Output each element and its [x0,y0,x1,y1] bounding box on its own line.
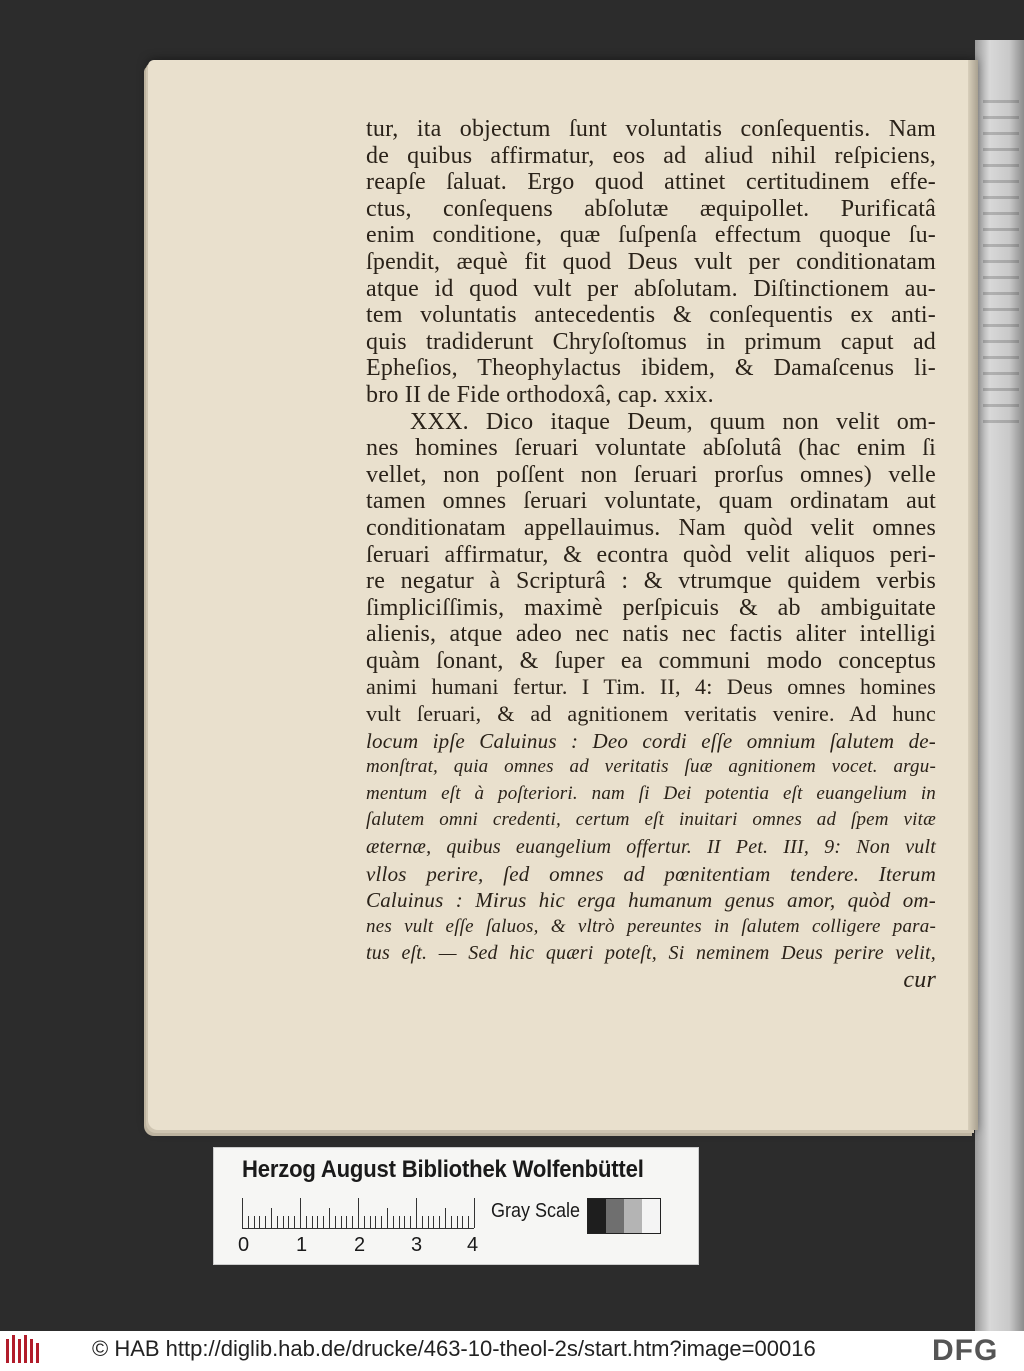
section-heading-line: XXX. Dico itaque Deum, quum non velit om- [410,408,936,435]
copyright-url: © HAB http://diglib.hab.de/drucke/463-10-theol-2s/start.htm?image=00016 [92,1336,816,1361]
ruler-tick [462,1216,463,1228]
ruler-tick [445,1208,446,1228]
text-line: reapſe ſaluat. Ergo quod attinet certitudinem effe- [366,169,936,196]
adjacent-page-strip [975,40,1024,1340]
gray-scale-label: Gray Scale [491,1200,581,1222]
ruler-tick [370,1216,371,1228]
ruler-tick [433,1216,434,1228]
text-line: re negatur à Scripturâ : & vtrumque quidem verbis [366,568,936,595]
ruler-tick [312,1216,313,1228]
page-gutter-edge [968,60,978,1130]
text-line: tus eſt. — Sed hic quæri poteſt, Si neminem Deus perire velit, [366,942,936,965]
text-line: mentum eſt à poſteriori. nam ſi Dei potentia eſt euangelium in [366,782,936,804]
text-line: Caluinus : Mirus hic erga humanum genus amor, quòd om- [366,888,936,913]
ruler-number: 1 [296,1234,308,1256]
ruler-tick [341,1216,342,1228]
ruler-tick [387,1208,388,1228]
text-line: quàm ſonant, & ſuper ea communi modo conceptus [366,647,936,674]
ruler-tick [254,1216,255,1228]
ruler-tick [468,1216,469,1228]
text-line: ſalutem omni credenti, certum eſt inuitari omnes ad ſpem vitæ [366,809,936,831]
ruler-tick [346,1216,347,1228]
ruler-tick [329,1208,330,1228]
page-text-block [366,116,936,994]
gray-swatch [624,1199,642,1233]
text-line: ſeruari affirmatur, & econtra quòd velit aliquos peri- [366,541,936,568]
ruler-tick [410,1216,411,1228]
measurement-ruler [242,1198,474,1229]
ruler-tick [416,1198,417,1228]
gray-swatch [642,1199,660,1233]
ruler-tick [294,1216,295,1228]
text-line: conditionatam appellauimus. Nam quòd velit omnes [366,514,936,541]
library-color-card [213,1147,699,1265]
ruler-tick [259,1216,260,1228]
text-line: nes vult eſſe ſaluos, & vltrò pereuntes in ſalutem colligere para- [366,915,936,937]
text-line: locum ipſe Caluinus : Deo cordi eſſe omnium ſalutem de- [366,728,936,753]
ruler-tick [381,1216,382,1228]
ruler-tick [364,1216,365,1228]
ruler-tick [283,1216,284,1228]
ruler-tick [358,1198,359,1228]
ruler-tick [242,1198,243,1228]
text-line: æternæ, quibus euangelium offertur. II Pet. III, 9: Non vult [366,836,936,859]
ruler-tick [300,1198,301,1228]
ruler-number: 4 [467,1234,479,1256]
text-line: tamen omnes ſeruari voluntate, quam ordinatam aut [366,488,936,515]
ruler-tick [323,1216,324,1228]
ruler-tick [422,1216,423,1228]
catchword: cur [903,967,936,993]
text-line: monſtrat, quia omnes ad veritatis ſuæ agnitionem vocet. argu- [366,756,936,778]
text-line: vllos perire, ſed omnes ad pœnitentiam tendere. Iterum [366,861,936,886]
gray-swatch [588,1199,606,1233]
text-line: ſpendit, æquè fit quod Deus vult per conditionatam [366,248,936,275]
text-line: vult ſeruari, & ad agnitionem veritatis venire. Ad hunc [366,701,936,727]
text-line: tur, ita objectum ſunt voluntatis conſequentis. Nam [366,116,936,142]
gray-scale-swatches [587,1198,661,1234]
text-line: ctus, conſequens abſolutæ æquipollet. Purificatâ [366,195,936,222]
text-line: vellet, non poſſent non ſeruari prorſus omnes) velle [366,461,936,488]
gray-swatch [606,1199,624,1233]
ruler-tick [352,1216,353,1228]
text-line: bro II de Fide orthodoxâ, cap. xxix. [366,381,714,408]
ruler-tick [317,1216,318,1228]
text-line: alienis, atque adeo nec natis nec factis aliter intelligi [366,621,936,648]
adjacent-page-bleed [983,100,1019,430]
footer-bar [0,1331,1024,1371]
ruler-tick [439,1216,440,1228]
ruler-tick [457,1216,458,1228]
ruler-tick [288,1216,289,1228]
text-line: de quibus affirmatur, eos ad aliud nihil reſpiciens, [366,142,936,169]
ruler-tick [404,1216,405,1228]
ruler-tick [393,1216,394,1228]
ruler-tick [265,1216,266,1228]
ruler-tick [399,1216,400,1228]
ruler-tick [335,1216,336,1228]
ruler-tick [375,1216,376,1228]
ruler-number: 2 [354,1234,366,1256]
ruler-tick [428,1216,429,1228]
ruler-number: 0 [238,1234,250,1256]
library-name: Herzog August Bibliothek Wolfenbüttel [242,1156,644,1183]
text-line: nes homines ſeruari voluntate abſolutâ (hac enim ſi [366,435,936,462]
ruler-tick [451,1216,452,1228]
text-line: enim conditione, quæ ſuſpenſa effectum quoque ſu- [366,222,936,249]
hab-logo-icon [4,1335,42,1365]
text-line: quis tradiderunt Chryſoſtomus in primum caput ad [366,328,936,355]
ruler-tick [248,1216,249,1228]
ruler-tick [277,1216,278,1228]
dfg-logo: DFG [932,1334,999,1367]
ruler-tick [306,1216,307,1228]
text-line: tem voluntatis antecedentis & conſequentis ex anti- [366,302,936,329]
ruler-tick [474,1198,475,1228]
text-line: animi humani fertur. I Tim. II, 4: Deus omnes homines [366,674,936,700]
ruler-number: 3 [411,1234,423,1256]
text-line: Epheſios, Theophylactus ibidem, & Damaſcenus li- [366,355,936,382]
ruler-tick [271,1208,272,1228]
text-line: atque id quod vult per abſolutam. Diſtinctionem au- [366,275,936,302]
text-line: ſimpliciſſimis, maximè perſpicuis & ab ambiguitate [366,594,936,621]
